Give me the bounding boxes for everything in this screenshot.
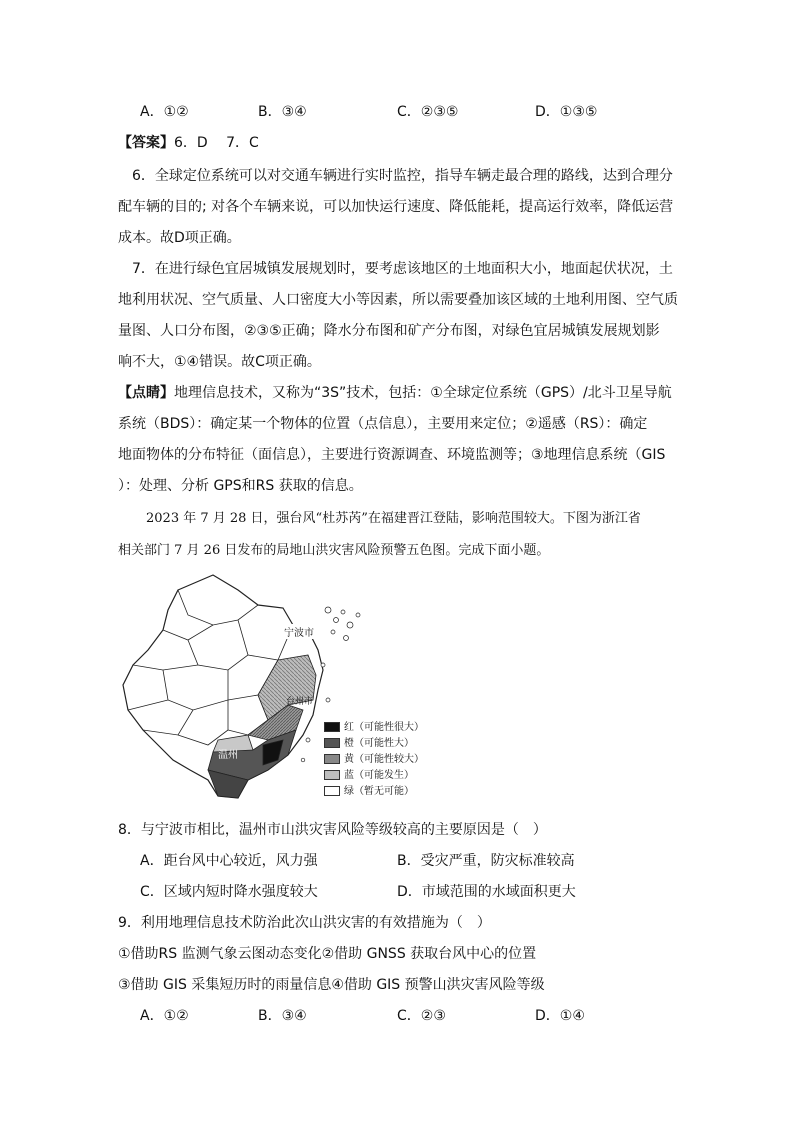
- legend-swatch-orange: [324, 738, 340, 748]
- label-wenzhou: 温州: [218, 750, 238, 761]
- tip-first: 地理信息技术，又称为“3S”技术，包括：①全球定位系统（GPS）/北斗卫星导航: [174, 385, 672, 401]
- legend-green: [324, 786, 414, 800]
- tip-line-2: 系统（BDS）：确定某一个物体的位置（点信息），主要用来定位；②遥感（RS）：确定: [118, 416, 648, 432]
- legend-swatch-red: [324, 722, 340, 732]
- tip-line-4: ）：处理、分析 GPS和RS 获取的信息。: [118, 478, 363, 494]
- q9-stem: 9．利用地理信息技术防治此次山洪灾害的有效措施为（ ）: [118, 915, 491, 931]
- q9-items-2: ③借助 GIS 采集短历时的雨量信息④借助 GIS 预警山洪灾害风险等级: [118, 977, 545, 993]
- q7-option-a: A．①②: [140, 104, 189, 120]
- legend-blue: [324, 770, 414, 784]
- legend-label-yellow: 黄（可能性较大）: [344, 754, 424, 765]
- legend-yellow: [324, 754, 424, 768]
- q9-items-1: ①借助RS 监测气象云图动态变化②借助 GNSS 获取台风中心的位置: [118, 946, 537, 962]
- legend-orange: [324, 738, 414, 752]
- legend-label-blue: 蓝（可能发生）: [344, 770, 414, 781]
- legend-label-orange: 橙（可能性大）: [344, 738, 414, 749]
- q8-option-a: A．距台风中心较近，风力强: [140, 853, 318, 869]
- q9-option-a: A．①②: [140, 1008, 189, 1024]
- explain6-line-3: 成本。故D项正确。: [118, 230, 241, 246]
- q8-stem: 8．与宁波市相比，温州市山洪灾害风险等级较高的主要原因是（ ）: [118, 822, 547, 838]
- q9-option-d: D．①④: [535, 1008, 585, 1024]
- answer-line: [118, 133, 259, 153]
- tip-line-1: [118, 383, 672, 403]
- explain6-line-2: 配车辆的目的; 对各个车辆来说，可以加快运行速度、降低能耗，提高运行效率，降低运营: [118, 199, 674, 215]
- tip-line-3: 地面物体的分布特征（面信息），主要进行资源调查、环境监测等；③地理信息系统（GIS: [118, 447, 666, 463]
- q7-option-d: D．①③⑤: [535, 104, 598, 120]
- explain7-line-4: 响不大，①④错误。故C项正确。: [118, 354, 321, 370]
- label-ningbo: 宁波市: [284, 624, 314, 639]
- explain7-line-1: 7．在进行绿色宜居城镇发展规划时，要考虑该地区的土地面积大小，地面起伏状况，土: [132, 261, 673, 277]
- tip-label: 【点睛】: [118, 385, 174, 401]
- material-line-1: 2023 年 7 月 28 日，强台风“杜苏芮”在福建晋江登陆，影响范围较大。下图为浙江省: [146, 511, 641, 526]
- answer-text: 6．D 7．C: [174, 135, 259, 151]
- q8-option-c: C．区域内短时降水强度较大: [140, 884, 318, 900]
- legend-swatch-yellow: [324, 754, 340, 764]
- explain7-line-3: 量图、人口分布图，②③⑤正确；降水分布图和矿产分布图，对绿色宜居城镇发展规划影: [118, 323, 660, 339]
- q7-option-c: C．②③⑤: [397, 104, 459, 120]
- label-taizhou: 台州市: [286, 697, 314, 707]
- legend-swatch-green: [324, 786, 340, 796]
- legend-label-red: 红（可能性很大）: [344, 722, 424, 733]
- explain6-line-1: 6．全球定位系统可以对交通车辆进行实时监控，指导车辆走最合理的路线，达到合理分: [132, 168, 673, 184]
- q9-option-c: C．②③: [397, 1008, 446, 1024]
- q7-option-b: B．③④: [258, 104, 307, 120]
- legend-swatch-blue: [324, 770, 340, 780]
- answer-label: 【答案】: [118, 135, 174, 151]
- q9-option-b: B．③④: [258, 1008, 307, 1024]
- legend-red: [324, 722, 424, 736]
- q8-option-b: B．受灾严重，防灾标准较高: [397, 853, 575, 869]
- q8-option-d: D．市域范围的水域面积更大: [397, 884, 576, 900]
- legend-label-green: 绿（暂无可能）: [344, 786, 414, 797]
- material-line-2: 相关部门 7 月 26 日发布的局地山洪灾害风险预警五色图。完成下面小题。: [118, 543, 550, 558]
- explain7-line-2: 地利用状况、空气质量、人口密度大小等因素，所以需要叠加该区域的土地利用图、空气质: [118, 292, 678, 308]
